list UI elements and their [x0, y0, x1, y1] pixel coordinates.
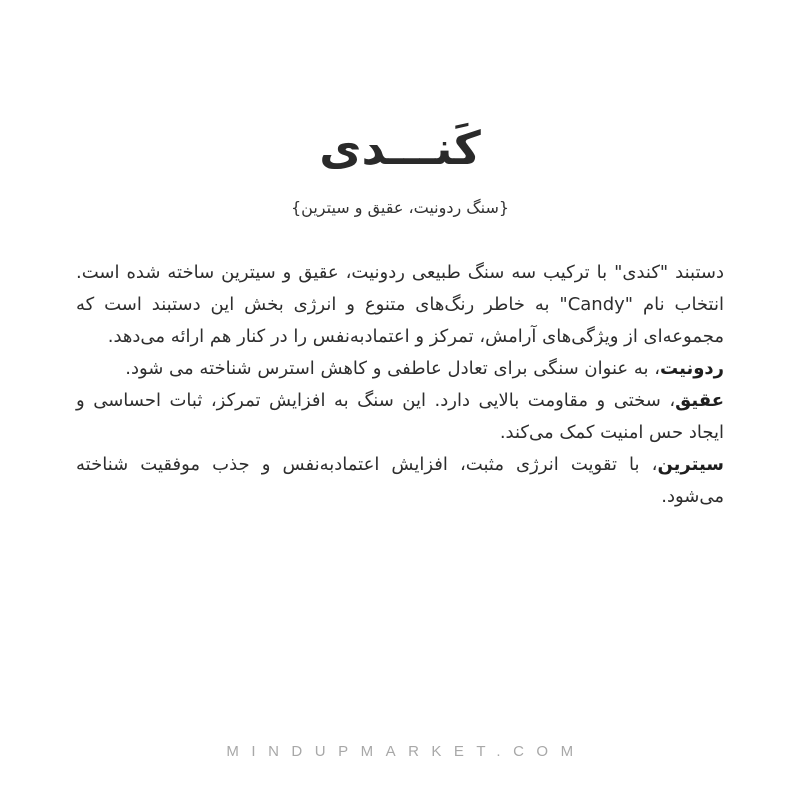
intro-paragraph: دستبند "کندی" با ترکیب سه سنگ طبیعی ردونیت، عقیق و سیترین ساخته شده است. انتخاب نام "Candy" به خاطر رنگ‌های متنوع و انرژی بخش این دستبند است که مجموعه‌ای از ویژگی‌های آرامش، تمرکز و اعتمادبه‌نفس را در کنار هم ارائه می‌دهد.	[76, 262, 724, 347]
stone-description-agate: ، سختی و مقاومت بالایی دارد. این سنگ به افزایش تمرکز، ثبات احساسی و ایجاد حس امنیت کمک می‌کند.	[76, 390, 724, 443]
description-body	[76, 257, 724, 513]
website-footer: MINDUPMARKET.COM	[226, 743, 586, 760]
page-title: کَنـــدی	[319, 121, 481, 175]
stone-paragraph-citrine	[76, 449, 724, 513]
stone-name-agate: عقیق	[675, 390, 724, 411]
stone-name-citrine: سیترین	[657, 454, 724, 475]
page-subtitle: {سنگ ردونیت، عقیق و سیترین}	[290, 198, 510, 217]
stone-description-citrine: ، با تقویت انرژی مثبت، افزایش اعتمادبه‌نفس و جذب موفقیت شناخته می‌شود.	[76, 454, 724, 507]
stone-paragraph-rhodonite	[76, 353, 724, 385]
stone-name-rhodonite: ردونیت	[660, 358, 724, 379]
stone-paragraph-agate	[76, 385, 724, 449]
stone-description-rhodonite: ، به عنوان سنگی برای تعادل عاطفی و کاهش استرس شناخته می شود.	[125, 358, 661, 379]
